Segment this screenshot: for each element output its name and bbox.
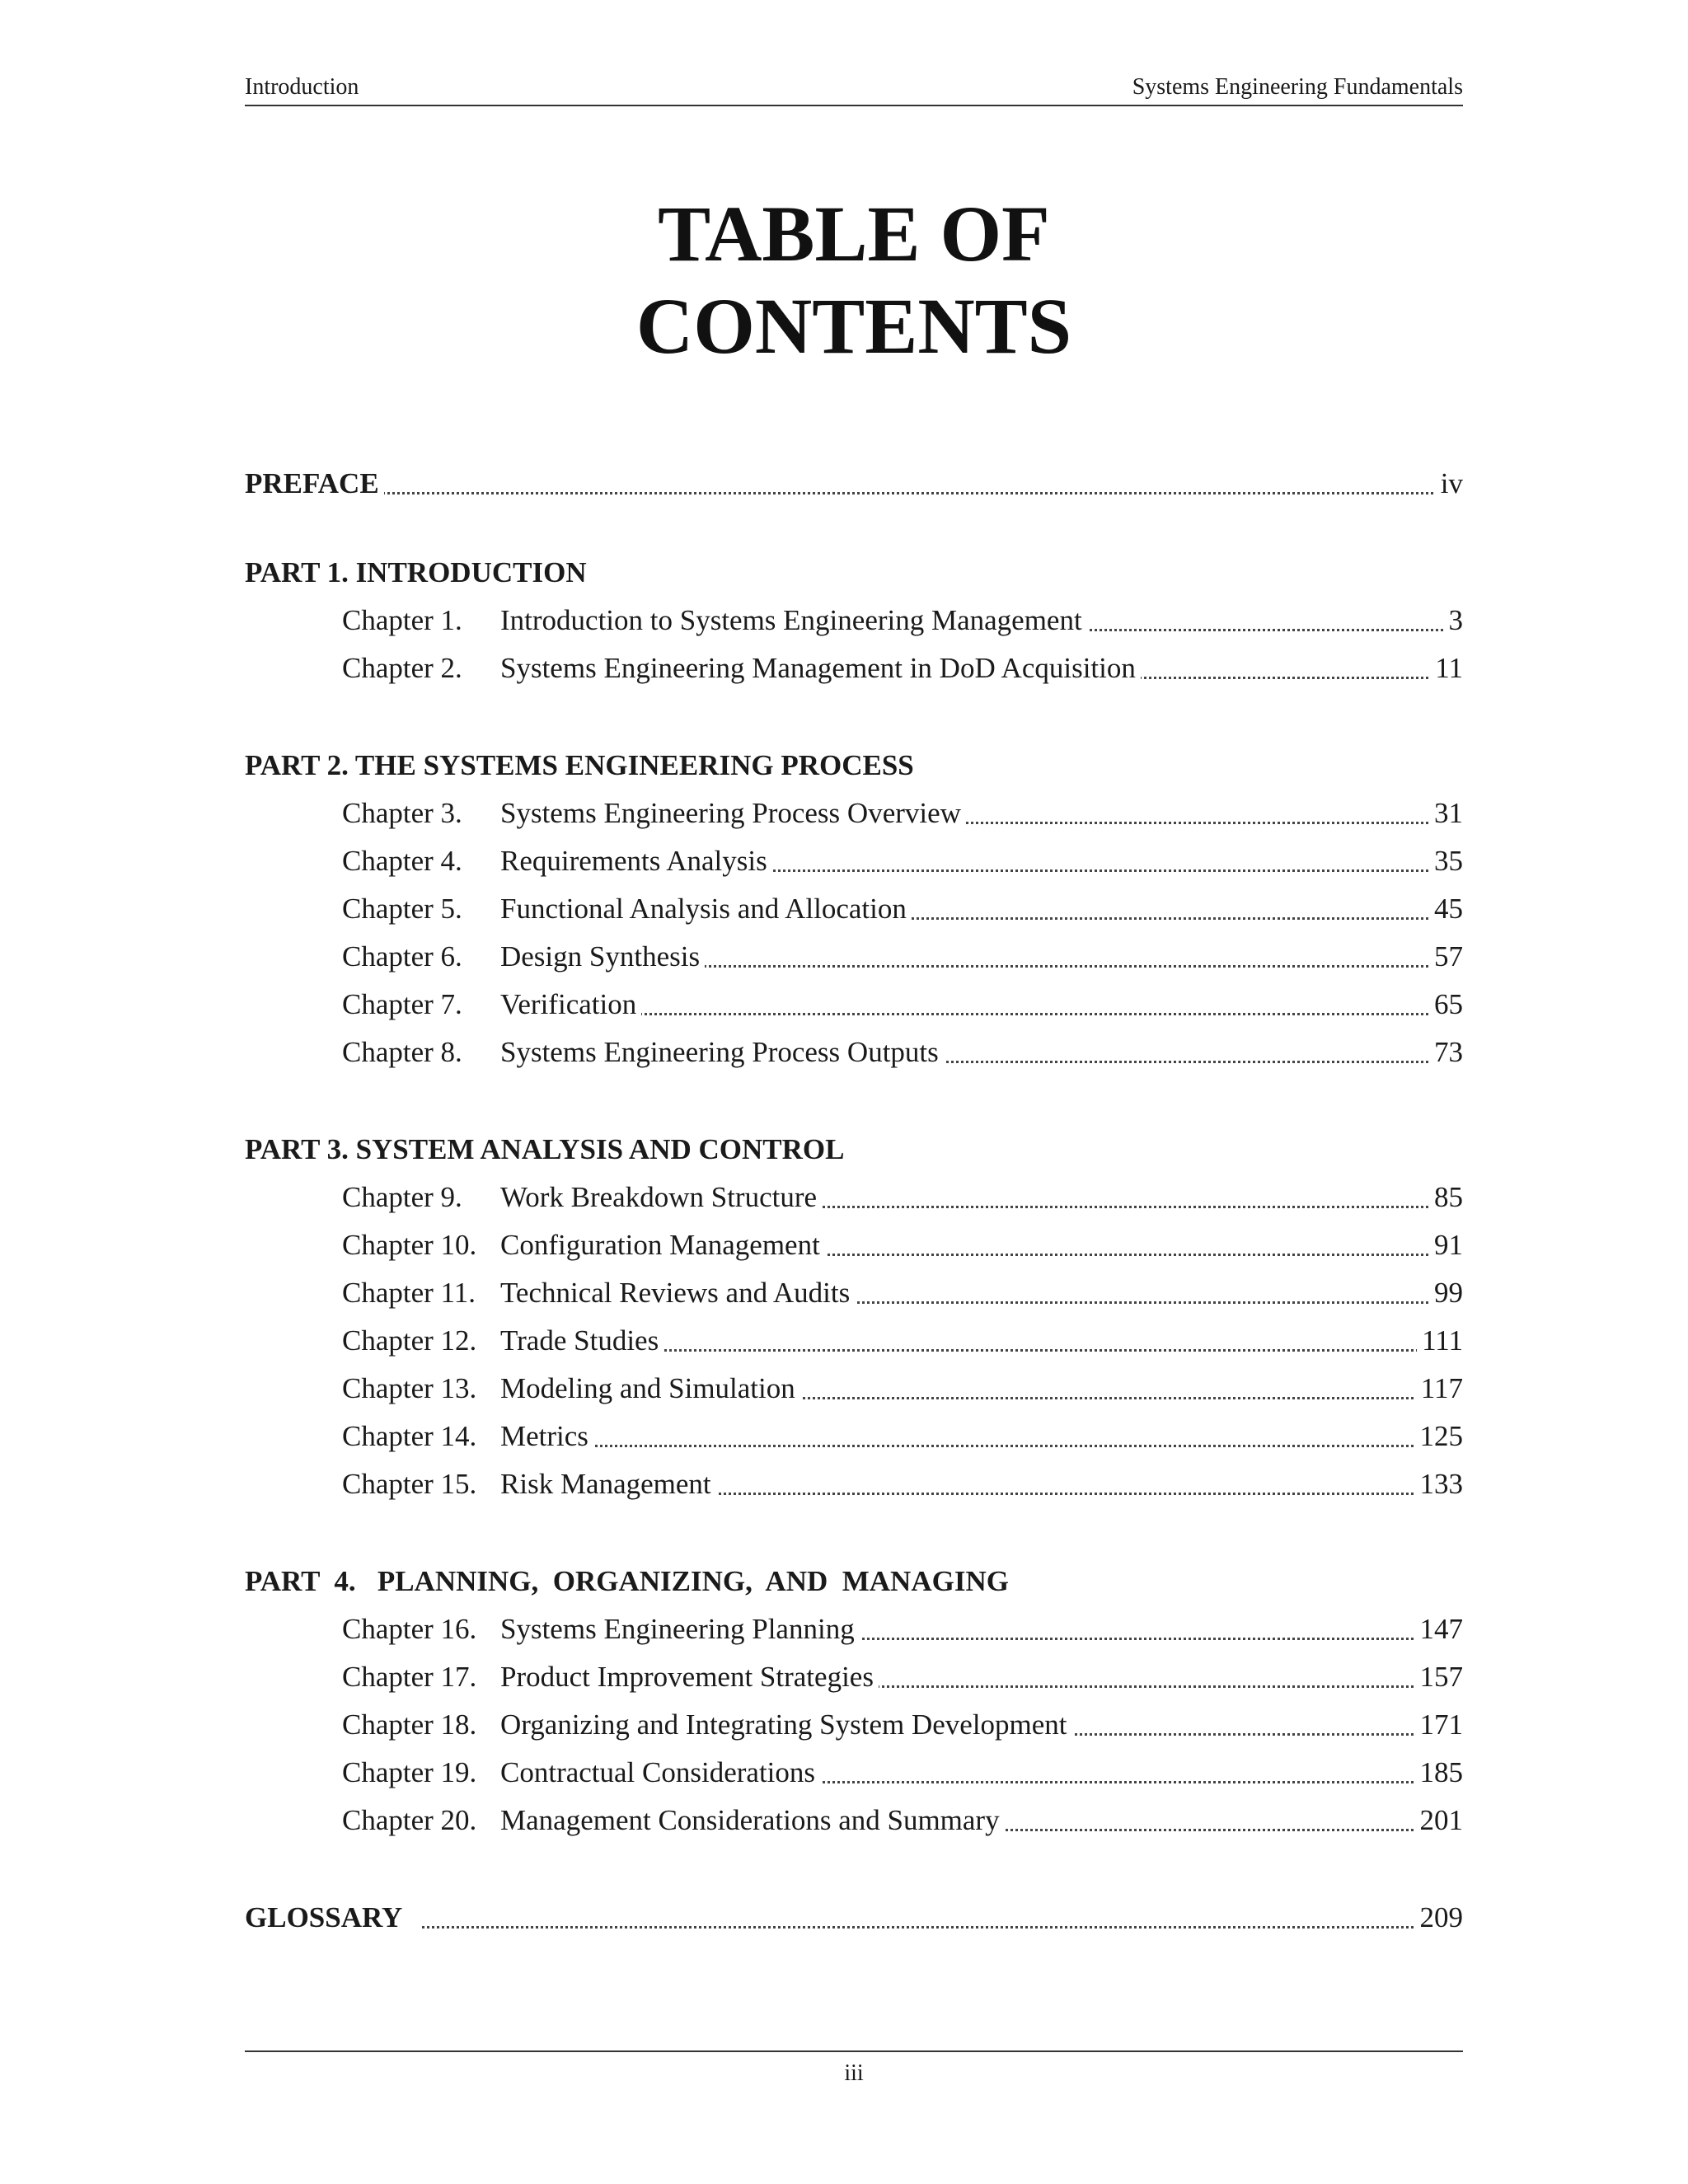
chapter-number: Chapter 8.: [342, 1036, 462, 1068]
toc-page-number: 209: [1415, 1894, 1464, 1942]
part-heading: PART 4. PLANNING, ORGANIZING, AND MANAGING: [245, 1565, 1009, 1597]
toc-entry-label: [342, 1277, 855, 1309]
chapter-number: Chapter 19.: [342, 1756, 477, 1788]
chapter-number: Chapter 20.: [342, 1804, 477, 1836]
header-rule: [245, 105, 1463, 106]
toc-entry-chapter-3[interactable]: [245, 790, 1463, 837]
toc-entry-chapter-4[interactable]: [245, 837, 1463, 885]
toc-entry-chapter-10[interactable]: [245, 1221, 1463, 1269]
toc-entry-label: PREFACE: [245, 467, 384, 499]
chapter-title: Systems Engineering Planning: [500, 1613, 855, 1645]
toc-entry-label: [342, 1324, 663, 1357]
chapter-title: Systems Engineering Process Overview: [500, 797, 961, 829]
toc-entry-label: [342, 1708, 1072, 1741]
toc-entry-label: [342, 1420, 593, 1452]
toc-entry-chapter-1[interactable]: [245, 597, 1463, 644]
toc-page-number: 57: [1429, 933, 1463, 981]
toc-entry-chapter-13[interactable]: [245, 1365, 1463, 1413]
toc-entry-label: [342, 1661, 879, 1693]
chapter-number: Chapter 10.: [342, 1229, 477, 1261]
chapter-number: Chapter 2.: [342, 652, 462, 684]
chapter-number: Chapter 16.: [342, 1613, 477, 1645]
toc-page-number: 133: [1415, 1460, 1464, 1508]
toc-entry-label: [342, 1468, 716, 1500]
title-line-1: TABLE OF: [658, 190, 1050, 278]
toc-entry-chapter-5[interactable]: [245, 885, 1463, 933]
toc-entry-chapter-15[interactable]: [245, 1460, 1463, 1508]
toc-entry-label: [342, 845, 772, 877]
chapter-number: Chapter 14.: [342, 1420, 477, 1452]
chapter-title: Management Considerations and Summary: [500, 1804, 1000, 1836]
page-number: iii: [844, 2060, 864, 2086]
toc-entry-chapter-7[interactable]: [245, 981, 1463, 1029]
chapter-number: Chapter 1.: [342, 604, 462, 636]
toc-page-number: 85: [1429, 1174, 1463, 1221]
dot-leader: [245, 492, 1463, 494]
chapter-title: Trade Studies: [500, 1324, 659, 1357]
toc-page-number: 171: [1415, 1701, 1464, 1749]
toc-page-number: 73: [1429, 1029, 1463, 1076]
chapter-title: Modeling and Simulation: [500, 1372, 795, 1404]
toc-entry-chapter-19[interactable]: [245, 1749, 1463, 1797]
chapter-number: Chapter 6.: [342, 940, 462, 972]
toc-entry-chapter-17[interactable]: [245, 1653, 1463, 1701]
toc-entry-label: [342, 1372, 800, 1404]
toc-entry-label: [342, 652, 1141, 684]
toc-entry-label: [342, 1804, 1005, 1836]
running-header: [245, 69, 1463, 105]
toc-page-number: 157: [1415, 1653, 1464, 1701]
chapter-title: Metrics: [500, 1420, 588, 1452]
toc-entry-chapter-14[interactable]: [245, 1413, 1463, 1460]
toc-entry-label: [342, 940, 705, 972]
part-heading: PART 2. THE SYSTEMS ENGINEERING PROCESS: [245, 749, 914, 781]
toc-page-number: 99: [1429, 1269, 1463, 1317]
toc-page-number: 65: [1429, 981, 1463, 1029]
chapter-title: Contractual Considerations: [500, 1756, 816, 1788]
toc-entry-chapter-18[interactable]: [245, 1701, 1463, 1749]
toc-page-number: 31: [1429, 790, 1463, 837]
chapter-number: Chapter 13.: [342, 1372, 477, 1404]
chapter-number: Chapter 3.: [342, 797, 462, 829]
toc-entry-glossary[interactable]: [245, 1894, 1463, 1942]
chapter-number: Chapter 11.: [342, 1277, 476, 1309]
toc-page-number: 45: [1429, 885, 1463, 933]
chapter-number: Chapter 9.: [342, 1181, 462, 1213]
toc-page-number: 111: [1417, 1317, 1463, 1365]
part-heading: PART 1. INTRODUCTION: [245, 556, 587, 588]
toc-entry-chapter-20[interactable]: [245, 1797, 1463, 1844]
header-section-name: Introduction: [245, 74, 359, 100]
toc-entry-chapter-12[interactable]: [245, 1317, 1463, 1365]
chapter-title: Configuration Management: [500, 1229, 820, 1261]
toc-entry-label: [342, 1613, 860, 1645]
toc-entry-chapter-11[interactable]: [245, 1269, 1463, 1317]
page-title: [245, 188, 1463, 373]
dot-leader: [245, 1926, 1463, 1929]
toc-entry-label: [342, 797, 966, 829]
chapter-number: Chapter 17.: [342, 1661, 477, 1693]
toc-entry-preface[interactable]: [245, 460, 1463, 508]
toc-page-number: 91: [1429, 1221, 1463, 1269]
chapter-title: Organizing and Integrating System Development: [500, 1708, 1067, 1741]
toc-entry-label: [342, 1181, 822, 1213]
chapter-title: Design Synthesis: [500, 940, 701, 972]
toc-page-number: iv: [1436, 460, 1463, 508]
chapter-title: Verification: [500, 988, 637, 1020]
chapter-number: Chapter 18.: [342, 1708, 477, 1741]
footer-rule: [245, 2050, 1463, 2052]
toc-page-number: 11: [1430, 644, 1463, 692]
chapter-title: Risk Management: [500, 1468, 711, 1500]
toc-entry-chapter-2[interactable]: [245, 644, 1463, 692]
toc-page-number: 147: [1415, 1605, 1464, 1653]
toc-page-number: 185: [1415, 1749, 1464, 1797]
toc-entry-label: [342, 1756, 820, 1788]
toc-entry-label: [342, 1036, 944, 1068]
chapter-title: Systems Engineering Management in DoD Acquisition: [500, 652, 1136, 684]
chapter-title: Requirements Analysis: [500, 845, 767, 877]
chapter-number: Chapter 7.: [342, 988, 462, 1020]
toc-entry-label: [342, 604, 1087, 636]
title-line-2: CONTENTS: [635, 282, 1072, 370]
toc-entry-chapter-8[interactable]: [245, 1029, 1463, 1076]
toc-entry-label: [342, 988, 641, 1020]
chapter-title: Product Improvement Strategies: [500, 1661, 874, 1693]
chapter-number: Chapter 4.: [342, 845, 462, 877]
toc-entry-label: [342, 1229, 825, 1261]
toc-entry-chapter-9[interactable]: [245, 1174, 1463, 1221]
toc-entry-label: GLOSSARY: [245, 1901, 420, 1933]
chapter-number: Chapter 12.: [342, 1324, 477, 1357]
toc-page-number: 125: [1415, 1413, 1464, 1460]
toc-entry-label: [342, 893, 912, 925]
toc-page-number: 117: [1416, 1365, 1463, 1413]
chapter-number: Chapter 5.: [342, 893, 462, 925]
toc-entry-chapter-6[interactable]: [245, 933, 1463, 981]
chapter-title: Work Breakdown Structure: [500, 1181, 818, 1213]
part-heading: PART 3. SYSTEM ANALYSIS AND CONTROL: [245, 1133, 845, 1165]
toc-page-number: 201: [1415, 1797, 1464, 1844]
chapter-title: Functional Analysis and Allocation: [500, 893, 907, 925]
header-book-title: Systems Engineering Fundamentals: [1132, 74, 1463, 100]
chapter-number: Chapter 15.: [342, 1468, 477, 1500]
toc-page-number: 35: [1429, 837, 1463, 885]
chapter-title: Introduction to Systems Engineering Management: [500, 604, 1082, 636]
toc-entry-chapter-16[interactable]: [245, 1605, 1463, 1653]
chapter-title: Systems Engineering Process Outputs: [500, 1036, 939, 1068]
toc-page-number: 3: [1444, 597, 1464, 644]
table-of-contents: [245, 460, 1463, 1942]
chapter-title: Technical Reviews and Audits: [500, 1277, 851, 1309]
